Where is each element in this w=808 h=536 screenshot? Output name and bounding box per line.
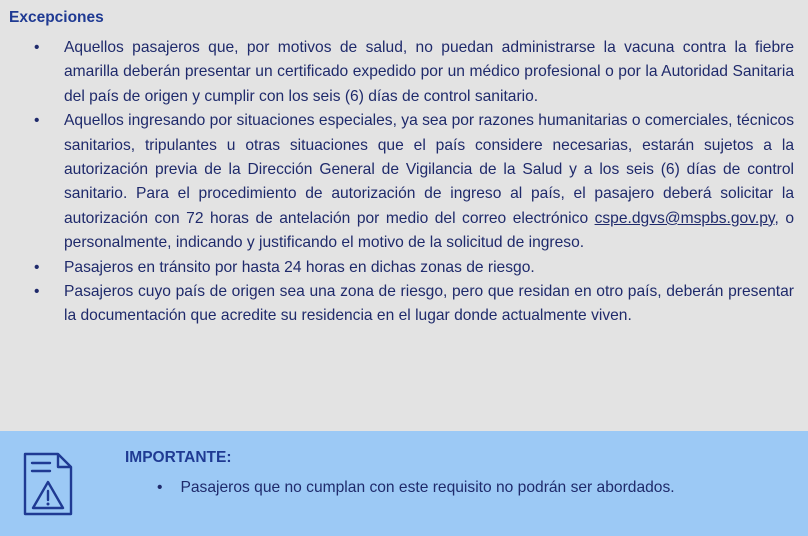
list-item [30,256,794,280]
bullet: • [157,479,163,496]
important-title: IMPORTANTE: [125,449,232,466]
exceptions-list [30,36,794,329]
list-item-text: Pasajeros en tránsito por hasta 24 horas en dichas zonas de riesgo. [64,258,535,276]
email-link[interactable]: cspe.dgvs@mspbs.gov.py [594,209,775,227]
important-notice [0,431,808,536]
list-item-text: , o personalmente, indicando y justificando el motivo de la solicitud de ingreso. [64,209,794,252]
list-item-text: Pasajeros cuyo país de origen sea una zona de riesgo, pero que residan en otro país, deberán presentar la documentación que acredite su residencia en el lugar donde actualmente viven. [64,283,794,325]
list-item [30,280,794,329]
list-item [157,476,675,500]
list-item-text: Aquellos ingresando por situaciones especiales, ya sea por razones humanitarias o comerciales, técnicos sanitarios, tripulantes u otras situaciones que el país considere necesarias, estarán sujetos a la autorización previa de la Dirección General de Vigilancia de la Salud y a los seis (6) días de control sanitario. Para el procedimiento de autorización de ingreso al país, el pasajero deberá solicitar la autorización con 72 horas de antelación por medio del correo electrónico [64,112,794,227]
list-item-text: Aquellos pasajeros que, por motivos de salud, no puedan administrarse la vacuna contra la fiebre amarilla deberán presentar un certificado expedido por un médico profesional o por la Autoridad Sanitaria del país de origen y cumplir con los seis (6) días de control sanitario. [64,39,794,105]
document-warning-icon [22,451,74,517]
important-text: Pasajeros que no cumplan con este requisito no podrán ser abordados. [180,479,675,496]
bullet: • [34,283,40,301]
list-item [30,36,794,109]
bullet: • [34,258,40,276]
bullet: • [34,39,40,56]
bullet: • [34,112,40,130]
exceptions-title: Excepciones [9,9,104,26]
list-item [30,109,794,255]
